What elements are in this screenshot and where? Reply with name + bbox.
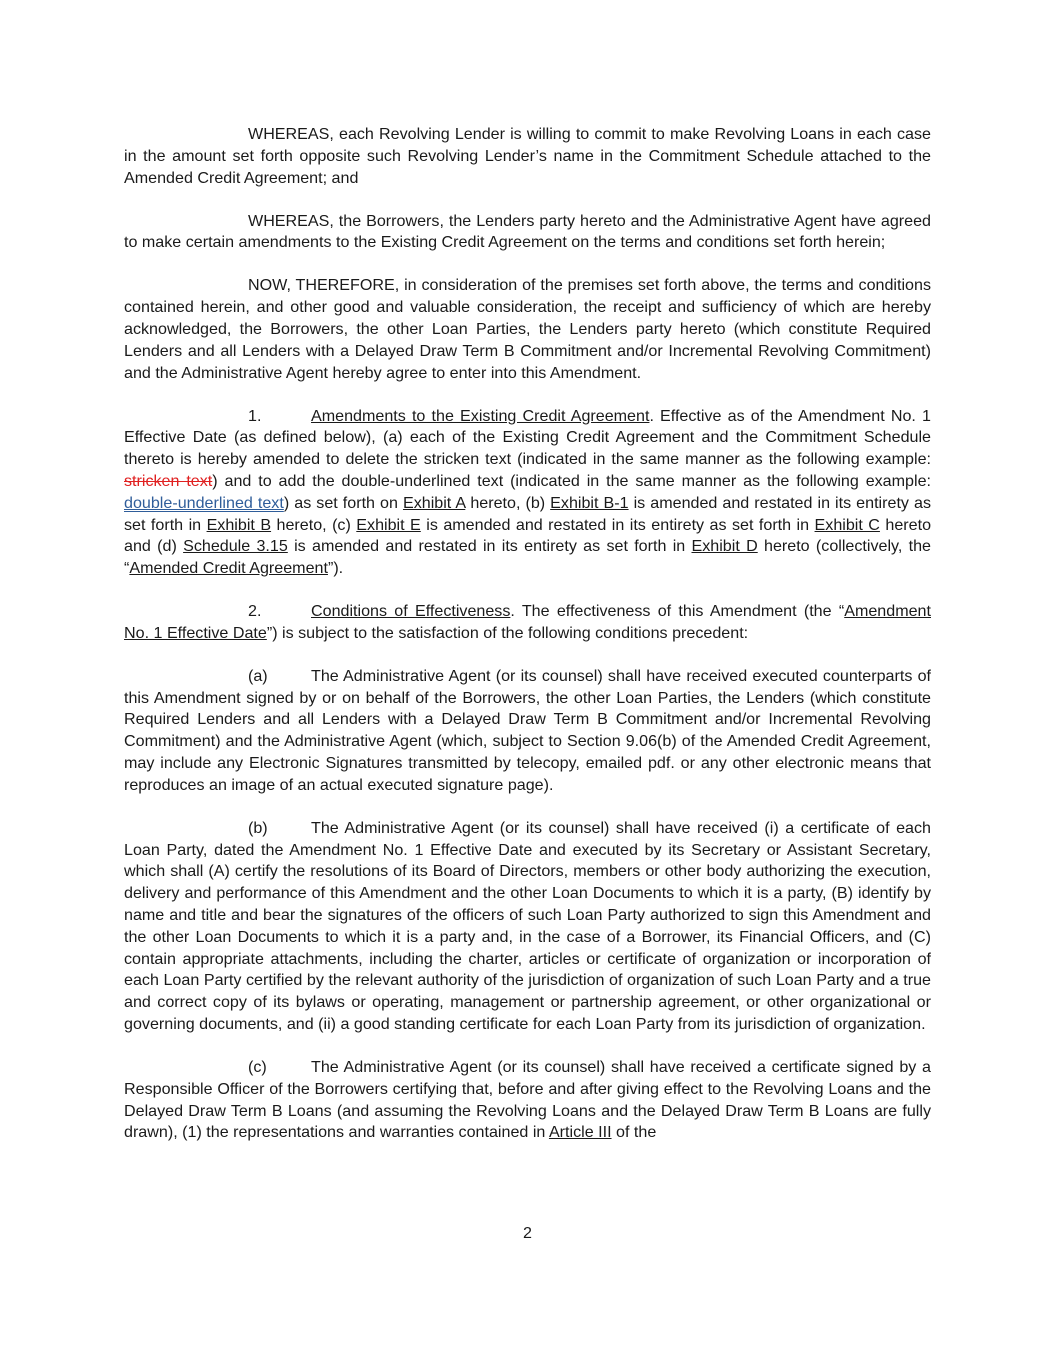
section-1-heading: Amendments to the Existing Credit Agreement <box>311 406 650 425</box>
section-1-text: hereto, (b) <box>465 493 551 512</box>
exhibit-a-ref: Exhibit A <box>402 493 466 512</box>
whereas-paragraph-1: WHEREAS, each Revolving Lender is willing to commit to make Revolving Loans in each case in the amount set forth opposite such Revolving Lender’s name in the Commitment Schedule attached to the Amended Credit Agreement; and <box>124 125 931 187</box>
exhibit-b-ref: Exhibit B <box>206 515 272 534</box>
section-1-text: hereto, (c) <box>271 515 357 534</box>
condition-a-label: (a) <box>248 666 268 685</box>
document-page <box>124 124 931 1165</box>
condition-c-text: of the <box>611 1123 657 1142</box>
section-1-text: hereto and (d) <box>124 515 932 556</box>
condition-b-label: (b) <box>248 818 268 837</box>
section-2 <box>124 601 931 645</box>
section-1-text: hereto (collectively, the “ <box>124 537 932 578</box>
exhibit-c-ref: Exhibit C <box>814 515 880 534</box>
condition-c <box>124 1057 931 1144</box>
section-1-text: is amended and restated in its entirety as set forth in <box>124 493 931 534</box>
page-number: 2 <box>523 1224 532 1242</box>
section-2-heading: Conditions of Effectiveness <box>311 602 511 621</box>
condition-c-text: The Administrative Agent (or its counsel) shall have received a certificate signed by a Responsible Officer of the Borrowers certifying that, before and after giving effect to the Revolving Loans and the Delayed Draw Term B Loans (and assuming the Revolving Loans and the Delayed Draw Term B Loans are fully drawn), (1) the representations and warranties contained in <box>124 1058 931 1142</box>
section-1-text: is amended and restated in its entirety as set forth in <box>287 537 692 556</box>
article-iii-ref: Article III <box>548 1123 612 1142</box>
section-2-number: 2. <box>248 602 262 621</box>
condition-c-label: (c) <box>248 1058 267 1076</box>
whereas-paragraph-2: WHEREAS, the Borrowers, the Lenders party hereto and the Administrative Agent have agreed to make certain amendments to the Existing Credit Agreement on the terms and conditions set forth herein; <box>124 211 931 252</box>
section-1-number: 1. <box>248 406 262 425</box>
exhibit-e-ref: Exhibit E <box>356 515 421 534</box>
section-2-text: ”) is subject to the satisfaction of the following conditions precedent: <box>266 623 749 642</box>
section-1-text: ”). <box>327 559 344 578</box>
condition-b-text: The Administrative Agent (or its counsel) shall have received (i) a certificate of each Loan Party, dated the Amendment No. 1 Effective Date and executed by its Secretary or Assistant Secretary, which shall (A) certify the resolutions of its Board of Directors, members or other body authorizing the execution, delivery and performance of this Amendment and the other Loan Documents to which it is a party, (B) identify by name and title and bear the signatures of the officers of such Loan Party authorized to sign this Amendment and the other Loan Documents to which it is a party and, in the case of a Borrower, its Financial Officers, and (C) contain appropriate attachments, including the charter, articles or certificate of organization or incorporation of each Loan Party certified by the relevant authority of the jurisdiction of organization of such Loan Party and a true and correct copy of its bylaws or operating, management or partnership agreement, or other organizational or governing documents, and (ii) a good standing certificate for each Loan Party from its jurisdiction of organization. <box>124 818 931 1034</box>
section-1-text: . Effective as of the Amendment No. 1 Effective Date (as defined below), (a) each of the Existing Credit Agreement and the Commitment Schedule thereto is hereby amended to delete the stricken text (indicated in the same manner as the following example: <box>124 406 931 469</box>
section-1 <box>124 406 931 580</box>
now-therefore-paragraph: NOW, THEREFORE, in consideration of the premises set forth above, the terms and conditions contained herein, and other good and valuable consideration, the receipt and sufficiency of which are hereby acknowledged, the Borrowers, the other Loan Parties, the Lenders party hereto (which constitute Required Lenders and all Lenders with a Delayed Draw Term B Commitment and/or Incremental Revolving Commitment) and the Administrative Agent hereby agree to enter into this Amendment. <box>124 276 931 382</box>
effective-date-term: Amendment No. 1 Effective Date <box>124 602 931 642</box>
exhibit-b1-ref: Exhibit B-1 <box>550 493 629 512</box>
condition-b <box>124 818 931 1036</box>
stricken-text-example: stricken text <box>124 471 213 490</box>
condition-a <box>124 666 931 797</box>
section-1-text: ) as set forth on <box>283 493 403 512</box>
section-2-text: . The effectiveness of this Amendment (the “ <box>510 602 845 621</box>
amended-credit-agreement-term: Amended Credit Agreement <box>129 559 328 578</box>
schedule-3-15-ref: Schedule 3.15 <box>183 537 288 556</box>
section-1-text: is amended and restated in its entirety as set forth in <box>420 515 815 534</box>
exhibit-d-ref: Exhibit D <box>691 537 758 556</box>
condition-a-text: The Administrative Agent (or its counsel) shall have received executed counterparts of this Amendment signed by or on behalf of the Borrowers, the other Loan Parties, the Lenders (which constitute Required Lenders and all Lenders with a Delayed Draw Term B Commitment and/or Incremental Revolving Commitment) and the Administrative Agent (which, subject to Section 9.06(b) of the Amended Credit Agreement, may include any Electronic Signatures transmitted by telecopy, emailed pdf. or any other electronic means that reproduces an image of an actual executed signature page). <box>124 666 931 794</box>
double-underlined-example: double-underlined text <box>124 493 284 512</box>
section-1-text: ) and to add the double-underlined text (indicated in the same manner as the following example: <box>212 471 931 490</box>
